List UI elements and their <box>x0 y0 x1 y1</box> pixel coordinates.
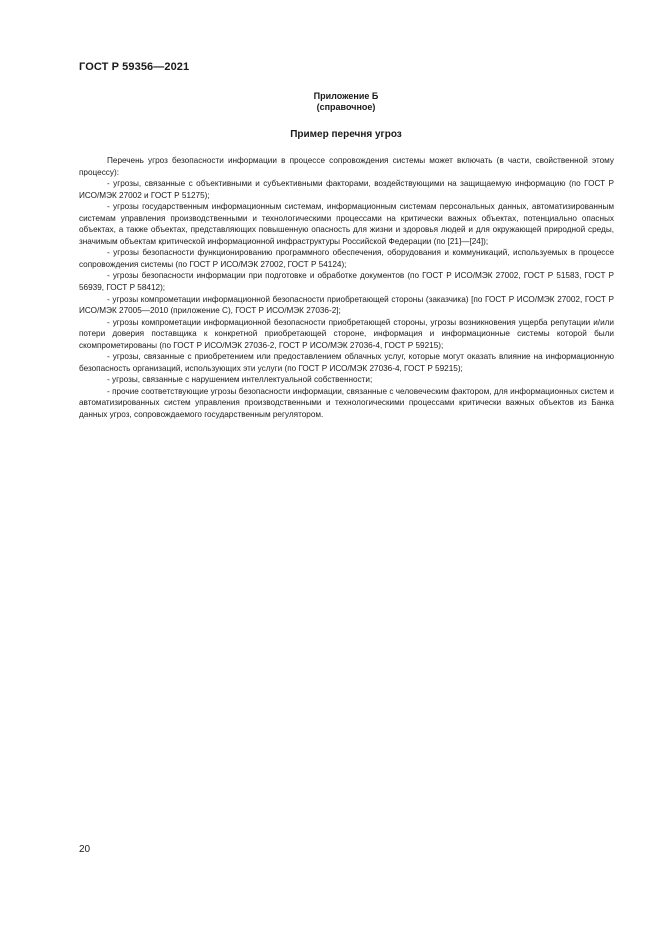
document-code: ГОСТ Р 59356—2021 <box>79 61 190 73</box>
list-item: - угрозы безопасности функционированию программного обеспечения, оборудования и коммуникаций, используемых в процессе сопровождения системы (по ГОСТ Р ИСО/МЭК 27002, ГОСТ Р 54124); <box>79 248 614 269</box>
list-item: - прочие соответствующие угрозы безопасности информации, связанные с человеческим фактором, для информационных систем и автоматизированных систем управления производственными и технологическими процессами критически важных объектов из Банка данных угроз, сопровождаемого государственным регулятором. <box>79 386 614 420</box>
list-item: - угрозы, связанные с нарушением интеллектуальной собственности; <box>107 375 373 385</box>
body-text <box>79 155 614 421</box>
list-item: - угрозы компрометации информационной безопасности приобретающей стороны, угрозы возникновения ущерба репутации и/или потери доверия поставщика к конкретной приобретающей стороне, информация и информационные системы которой были скомпрометированы (по ГОСТ Р ИСО/МЭК 27036-2, ГОСТ Р ИСО/МЭК 27036-4, ГОСТ Р 59215); <box>79 317 614 350</box>
page-number: 20 <box>79 844 91 855</box>
section-title: Пример перечня угроз <box>290 129 402 140</box>
list-item: - угрозы, связанные с объективными и субъективными факторами, воздействующими на защищаемую информацию (по ГОСТ Р ИСО/МЭК 27002 и ГОСТ Р 51275); <box>79 179 614 200</box>
list-item: - угрозы государственным информационным системам, информационным системам персональных данных, автоматизированным системам управления производственными и технологическими процессами на критически важных объектах, потенциально опасных объектах, а также объектах, представляющих повышенную опасность для жизни и здоровья людей и для окружающей природной среды, значимым объектам критической информационной инфраструктуры Российской Федерации (по [21]—[24]); <box>79 202 614 246</box>
appendix-heading <box>0 91 661 113</box>
appendix-subtitle: (справочное) <box>316 102 376 112</box>
list-item: - угрозы компрометации информационной безопасности приобретающей стороны (заказчика) [по ГОСТ Р ИСО/МЭК 27002, ГОСТ Р ИСО/МЭК 27005—2010 (приложение С), ГОСТ Р ИСО/МЭК 27036-2]; <box>79 294 614 316</box>
list-item: - угрозы безопасности информации при подготовке и обработке документов (по ГОСТ Р ИСО/МЭК 27002, ГОСТ Р 51583, ГОСТ Р 56939, ГОСТ Р 58412); <box>79 271 614 293</box>
appendix-title: Приложение Б <box>313 91 379 101</box>
intro-paragraph: Перечень угроз безопасности информации в процессе сопровождения системы может включать (в части, свойственной этому процессу): <box>79 156 614 177</box>
list-item: - угрозы, связанные с приобретением или предоставлением облачных услуг, которые могут оказать влияние на информационную безопасность организаций, использующих эти услуги (по ГОСТ Р ИСО/МЭК 27036-4, ГОСТ Р 59215); <box>79 352 614 373</box>
